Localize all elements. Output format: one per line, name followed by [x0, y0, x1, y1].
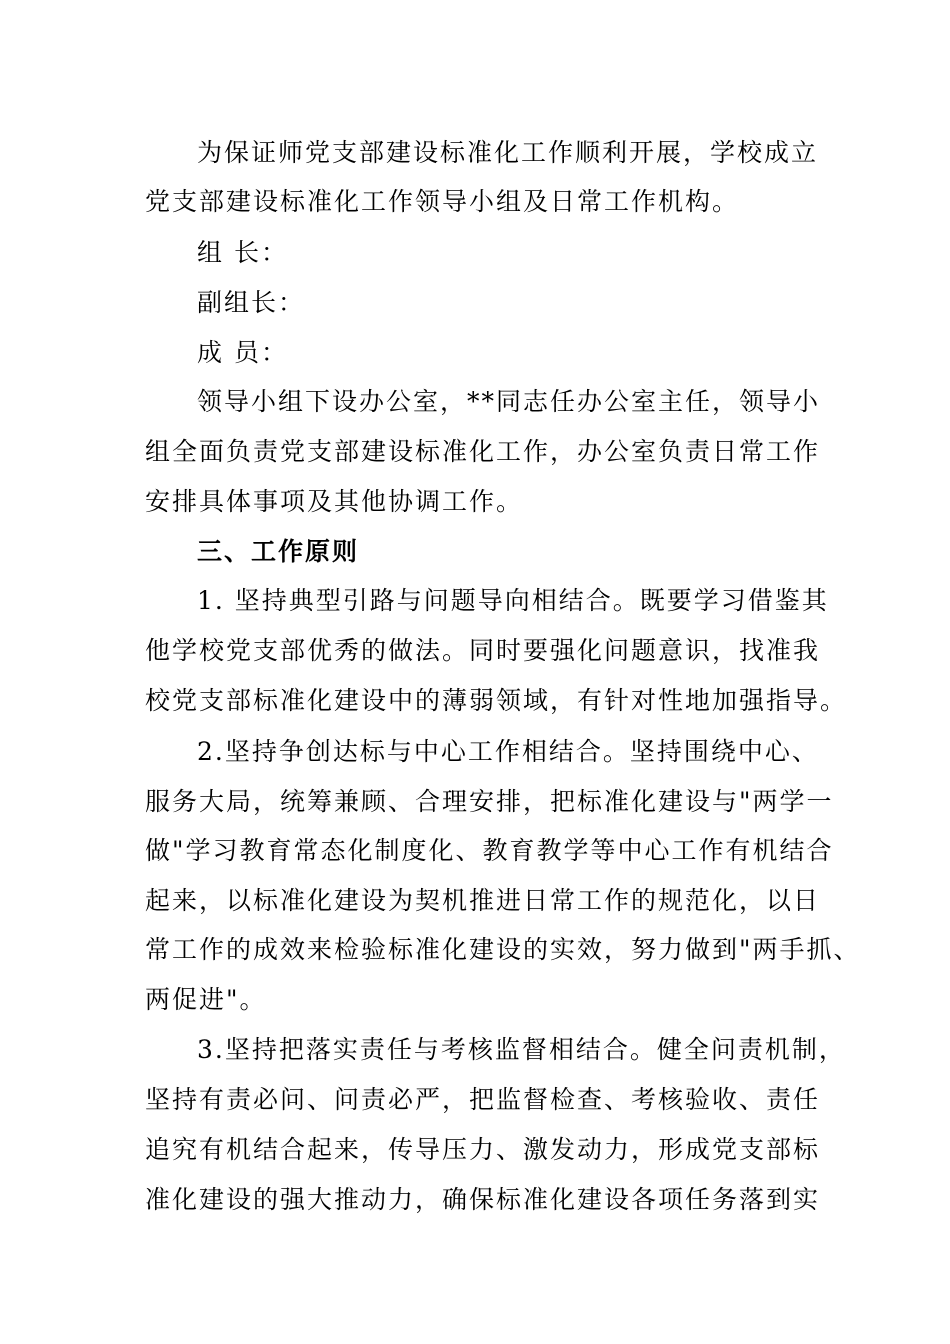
paragraph-line: 党支部建设标准化工作领导小组及日常工作机构。 — [145, 187, 740, 216]
paragraph-line: 3.坚持把落实责任与考核监督相结合。健全问责机制， — [197, 1035, 846, 1064]
paragraph-line: 为保证师党支部建设标准化工作顺利开展，学校成立 — [197, 138, 819, 167]
paragraph-line: 常工作的成效来检验标准化建设的实效，努力做到"两手抓、 — [145, 935, 861, 964]
label-group-leader: 组 长： — [197, 238, 288, 267]
paragraph-line: 他学校党支部优秀的做法。同时要强化问题意识，找准我 — [145, 636, 821, 665]
paragraph-line: 2.坚持争创达标与中心工作相结合。坚持围绕中心、 — [197, 737, 819, 766]
paragraph-line: 1. 坚持典型引路与问题导向相结合。既要学习借鉴其 — [197, 586, 829, 615]
label-deputy-leader: 副组长： — [197, 288, 306, 317]
paragraph-line: 领导小组下设办公室，**同志任办公室主任，领导小 — [197, 387, 821, 416]
paragraph-line: 校党支部标准化建设中的薄弱领域，有针对性地加强指导。 — [145, 686, 848, 715]
paragraph-line: 坚持有责必问、问责必严，把监督检查、考核验收、责任 — [145, 1085, 821, 1114]
paragraph-line: 组全面负责党支部建设标准化工作，办公室负责日常工作 — [145, 437, 821, 466]
section-heading: 三、工作原则 — [197, 537, 360, 566]
paragraph-line: 追究有机结合起来，传导压力、激发动力，形成党支部标 — [145, 1135, 821, 1164]
paragraph-line: 起来，以标准化建设为契机推进日常工作的规范化，以日 — [145, 886, 821, 915]
paragraph-line: 安排具体事项及其他协调工作。 — [145, 487, 524, 516]
paragraph-line: 服务大局，统筹兼顾、合理安排，把标准化建设与"两学一 — [145, 787, 834, 816]
paragraph-line: 做"学习教育常态化制度化、教育教学等中心工作有机结合 — [145, 836, 834, 865]
label-members: 成 员： — [197, 338, 288, 367]
paragraph-line: 两促进"。 — [145, 985, 267, 1014]
paragraph-line: 准化建设的强大推动力，确保标准化建设各项任务落到实 — [145, 1185, 821, 1214]
